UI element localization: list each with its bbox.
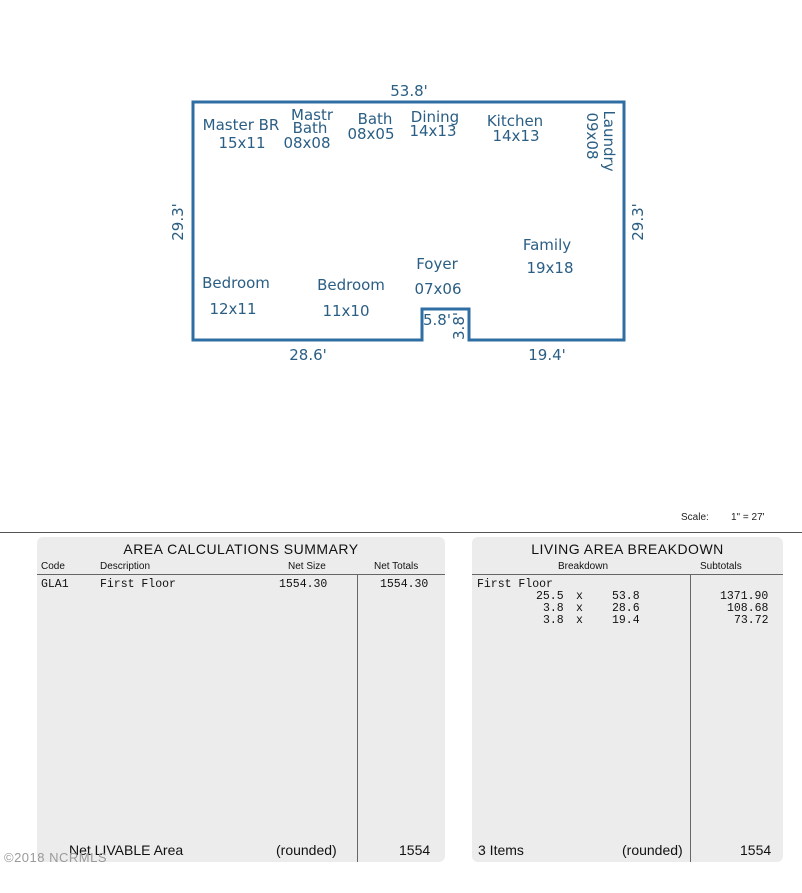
- dim-right: 29.3': [629, 203, 647, 241]
- dim-notch-depth: 3.8': [450, 312, 468, 340]
- breakdown-b: 19.4: [612, 614, 640, 627]
- dim-left: 29.3': [169, 203, 187, 241]
- breakdown-op: x: [576, 614, 583, 627]
- header-breakdown: Breakdown: [558, 561, 609, 572]
- living-area-breakdown-panel: [472, 537, 783, 862]
- breakdown-a: 25.5: [536, 590, 564, 603]
- room-master-bath-name: Mastr Bath: [291, 106, 333, 137]
- living-breakdown-title: LIVING AREA BREAKDOWN: [531, 541, 724, 557]
- row-code: GLA1: [41, 578, 69, 591]
- floor-plan: [0, 0, 802, 400]
- header-rule: [37, 574, 445, 575]
- scale-label: Scale:: [681, 512, 709, 523]
- header-description: Description: [100, 561, 151, 572]
- area-summary-title: AREA CALCULATIONS SUMMARY: [123, 541, 359, 557]
- breakdown-subtotal: 1371.90: [720, 590, 769, 603]
- net-livable-label: Net LIVABLE Area: [69, 842, 184, 858]
- breakdown-b: 53.8: [612, 590, 640, 603]
- header-rule: [472, 574, 783, 575]
- column-divider: [690, 574, 691, 862]
- net-livable-value: 1554: [399, 842, 431, 858]
- scale-value: 1" = 27': [731, 512, 765, 523]
- breakdown-b: 28.6: [612, 602, 640, 615]
- room-bedroom-1-name: Bedroom: [202, 274, 270, 292]
- room-master-br-size: 15x11: [218, 134, 266, 152]
- copyright-watermark: ©2018 NCRMLS: [4, 850, 108, 865]
- row-net-size: 1554.30: [279, 578, 328, 591]
- header-net-totals: Net Totals: [374, 561, 419, 572]
- breakdown-subtotal: 108.68: [727, 602, 769, 615]
- room-kitchen-size: 14x13: [492, 127, 540, 145]
- room-foyer-name: Foyer: [416, 255, 458, 273]
- column-divider: [357, 574, 358, 862]
- header-subtotals: Subtotals: [700, 561, 742, 572]
- room-master-br-name: Master BR: [202, 116, 280, 134]
- divider: [0, 532, 802, 533]
- breakdown-a: 3.8: [543, 602, 564, 615]
- room-foyer-size: 07x06: [414, 280, 462, 298]
- room-dining-size: 14x13: [409, 122, 457, 140]
- room-bath-size: 08x05: [347, 125, 395, 143]
- room-bath-name: Bath: [357, 110, 393, 128]
- room-laundry-size: 09x08: [583, 112, 601, 160]
- items-count: 3 Items: [478, 842, 524, 858]
- header-net-size: Net Size: [288, 561, 326, 572]
- room-laundry-name: Laundry: [600, 110, 618, 172]
- room-master-bath-size: 08x08: [283, 134, 331, 152]
- room-family-size: 19x18: [526, 259, 574, 277]
- row-net-totals: 1554.30: [380, 578, 429, 591]
- area-calculations-panel: [37, 537, 445, 862]
- room-dining-name: Dining: [410, 108, 460, 126]
- dim-bottom-right: 19.4': [528, 346, 566, 364]
- room-kitchen-name: Kitchen: [486, 112, 544, 130]
- dim-notch-width: 5.8': [423, 311, 451, 329]
- room-bedroom-2-name: Bedroom: [317, 276, 385, 294]
- header-code: Code: [41, 561, 65, 572]
- items-value: 1554: [740, 842, 772, 858]
- dim-bottom-left: 28.6': [289, 346, 327, 364]
- room-bedroom-1-size: 12x11: [209, 300, 257, 318]
- net-livable-rounded: (rounded): [276, 842, 337, 858]
- room-family-name: Family: [522, 236, 572, 254]
- room-bedroom-2-size: 11x10: [322, 302, 370, 320]
- breakdown-op: x: [576, 590, 583, 603]
- row-description: First Floor: [100, 578, 176, 591]
- breakdown-subtotal: 73.72: [734, 614, 769, 627]
- items-rounded: (rounded): [622, 842, 683, 858]
- breakdown-op: x: [576, 602, 583, 615]
- breakdown-group-label: First Floor: [477, 578, 553, 591]
- breakdown-a: 3.8: [543, 614, 564, 627]
- dim-top: 53.8': [390, 82, 428, 100]
